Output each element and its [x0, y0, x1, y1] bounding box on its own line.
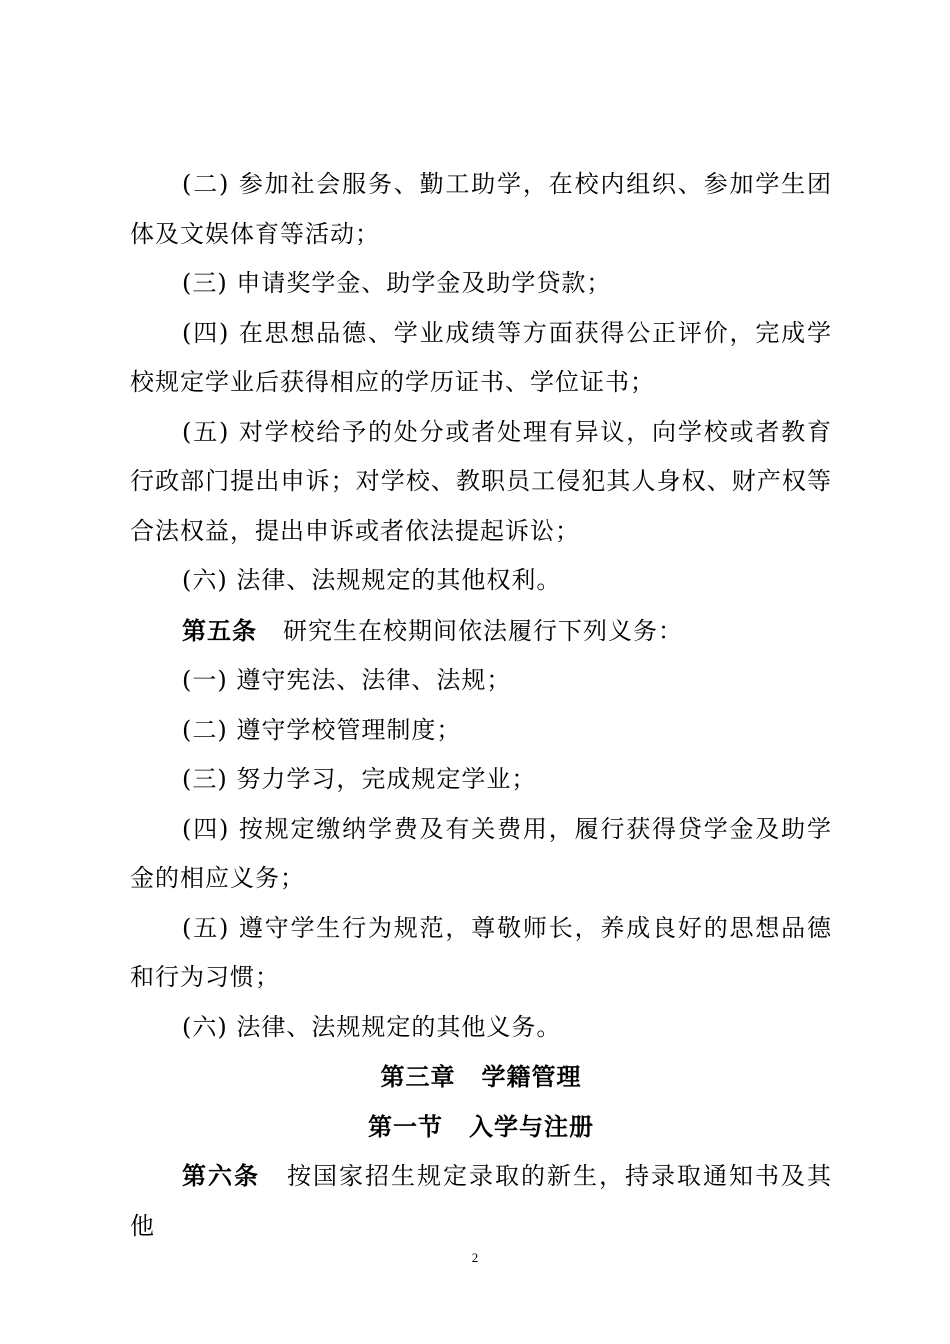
duty-item-1: (一) 遵守宪法、法律、法规；: [182, 666, 512, 694]
article-5-label: 第五条: [182, 615, 257, 645]
duty-item-5: (五) 遵守学生行为规范，尊敬师长，养成良好的思想品德和行为习惯；: [130, 913, 832, 991]
right-item-2: (二) 参加社会服务、勤工助学，在校内组织、参加学生团体及文娱体育等活动；: [130, 170, 832, 248]
article-5-text: 研究生在校期间依法履行下列义务：: [283, 616, 683, 645]
article-6-label: 第六条: [182, 1161, 260, 1190]
right-item-4: (四) 在思想品德、学业成绩等方面获得公正评价，完成学校规定学业后获得相应的学历证书、学位证书；: [130, 318, 832, 396]
article-6: [130, 1151, 832, 1251]
chapter-number: 第三章: [380, 1062, 456, 1091]
article-5: [130, 606, 832, 657]
duty-item-4: (四) 按规定缴纳学费及有关费用，履行获得贷学金及助学金的相应义务；: [130, 814, 832, 892]
section-heading: [130, 1102, 832, 1152]
chapter-heading: [130, 1052, 832, 1102]
page-number: 2: [471, 1250, 479, 1265]
right-item-5: (五) 对学校给予的处分或者处理有异议，向学校或者教育行政部门提出申诉；对学校、教职员工侵犯其人身权、财产权等合法权益，提出申诉或者依法提起诉讼；: [130, 417, 832, 545]
section-title: 入学与注册: [469, 1111, 594, 1141]
body-text: [130, 160, 832, 1251]
duty-item-6: (六) 法律、法规规定的其他义务。: [182, 1012, 562, 1041]
right-item-6: (六) 法律、法规规定的其他权利。: [182, 566, 562, 594]
right-item-3: (三) 申请奖学金、助学金及助学贷款；: [182, 269, 612, 297]
chapter-title: 学籍管理: [481, 1062, 582, 1091]
section-number: 第一节: [368, 1111, 443, 1141]
article-6-text: 按国家招生规定录取的新生，持录取通知书及其他: [130, 1162, 832, 1240]
duty-item-3: (三) 努力学习，完成规定学业；: [182, 765, 537, 793]
duty-item-2: (二) 遵守学校管理制度；: [182, 715, 462, 744]
